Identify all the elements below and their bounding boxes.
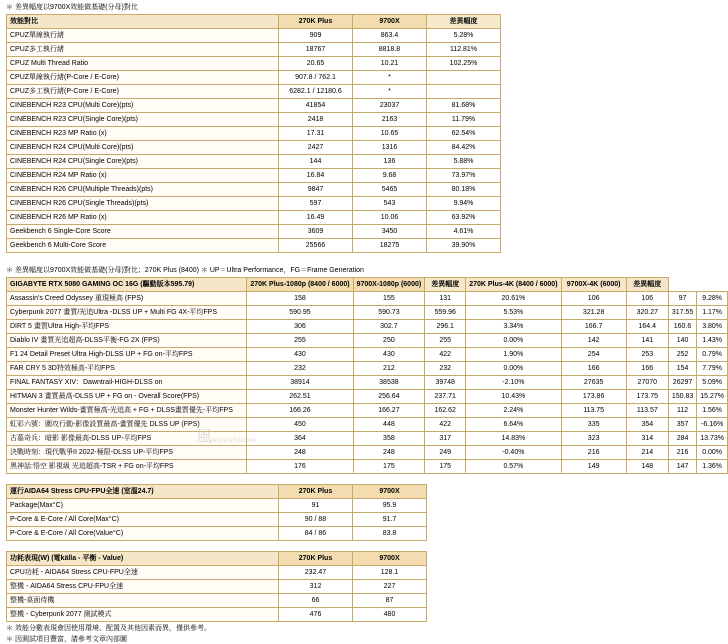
table-row xyxy=(7,225,501,239)
row-label: 決戰時刻：現代戰爭II 2022-極限-DLSS UP-平均FPS xyxy=(7,446,247,460)
table-row xyxy=(7,169,501,183)
cell-value: 158 xyxy=(247,292,353,306)
cell-value: 1.17% xyxy=(697,306,728,320)
column-header: 功耗表現(W) (電källa - 平衡 - Value) xyxy=(7,552,279,566)
cell-value: 306 xyxy=(247,320,353,334)
cell-value: 106 xyxy=(561,292,626,306)
column-header: 270K Plus-4K (8400 / 6000) xyxy=(466,278,561,292)
table-row xyxy=(7,99,501,113)
cell-value: 128.1 xyxy=(353,566,427,580)
row-label: CINEBENCH R26 CPU(Single Threads)(pts) xyxy=(7,197,279,211)
cell-value: 41854 xyxy=(279,99,353,113)
cell-value: 87 xyxy=(353,594,427,608)
cell-value: 256.64 xyxy=(353,390,425,404)
cell-value: 176 xyxy=(247,460,353,474)
cell-value: 175 xyxy=(353,460,425,474)
cell-value: 216 xyxy=(561,446,626,460)
column-header: 9700X-1080p (6000) xyxy=(353,278,425,292)
cell-value: 16.49 xyxy=(279,211,353,225)
cell-value: 166.27 xyxy=(353,404,425,418)
cell-value: 480 xyxy=(353,608,427,622)
cell-value: 284 xyxy=(668,432,696,446)
cell-value: 354 xyxy=(626,418,668,432)
table-row xyxy=(7,334,728,348)
column-header: 差異幅度 xyxy=(425,278,466,292)
cpu-performance-table xyxy=(6,14,501,253)
table-row xyxy=(7,71,501,85)
cell-value: 39748 xyxy=(425,376,466,390)
table-row xyxy=(7,499,427,513)
cell-value: 147 xyxy=(668,460,696,474)
cell-value: 5.53% xyxy=(466,306,561,320)
cell-value: 907.8 / 762.1 xyxy=(279,71,353,85)
cell-value: 173.75 xyxy=(626,390,668,404)
cell-value: 91 xyxy=(279,499,353,513)
cell-value: 302.7 xyxy=(353,320,425,334)
cell-value: 150.83 xyxy=(668,390,696,404)
cell-value: 25566 xyxy=(279,239,353,253)
row-label: 整機 - AIDA64 Stress CPU‧FPU全速 xyxy=(7,580,279,594)
gaming-performance-table xyxy=(6,277,728,474)
table-row xyxy=(7,127,501,141)
row-label: Diablo IV 畫質光追超高-DLSS平衡-FG 2X (FPS) xyxy=(7,334,247,348)
column-header: 差異幅度 xyxy=(427,15,501,29)
row-label: CINEBENCH R24 CPU(Multi Core)(pts) xyxy=(7,141,279,155)
cell-value: 255 xyxy=(425,334,466,348)
cell-value: 166 xyxy=(626,362,668,376)
table-row xyxy=(7,197,501,211)
cell-value: 448 xyxy=(353,418,425,432)
table-row xyxy=(7,320,728,334)
table-row xyxy=(7,113,501,127)
row-label: CINEBENCH R23 CPU(Multi Core)(pts) xyxy=(7,99,279,113)
cell-value: 142 xyxy=(561,334,626,348)
row-label: Package(Max°C) xyxy=(7,499,279,513)
cell-value: 62.54% xyxy=(427,127,501,141)
table-row xyxy=(7,348,728,362)
cell-value: 255 xyxy=(247,334,353,348)
cell-value: 597 xyxy=(279,197,353,211)
cell-value: 66 xyxy=(279,594,353,608)
table-row xyxy=(7,85,501,99)
table-row xyxy=(7,432,728,446)
cell-value: 155 xyxy=(353,292,425,306)
row-label: CPUZ多工執行緒 xyxy=(7,43,279,57)
cell-value: 166.26 xyxy=(247,404,353,418)
cell-value: 232.47 xyxy=(279,566,353,580)
cell-value: 26297 xyxy=(668,376,696,390)
watermark-text: windwithtime xyxy=(212,436,257,444)
note-section1: ＊ 差異幅度以9700X效能做基礎(分母)對比 xyxy=(6,4,138,11)
table-row xyxy=(7,362,728,376)
row-label: CPUZ多工執行緒(P-Core / E-Core) xyxy=(7,85,279,99)
cell-value: 212 xyxy=(353,362,425,376)
cell-value: 250 xyxy=(353,334,425,348)
row-label: P-Core & E-Core / All Core(Value°C) xyxy=(7,527,279,541)
row-label: FAR CRY 5 3D特效極高-平均FPS xyxy=(7,362,247,376)
table-row xyxy=(7,460,728,474)
cell-value: 335 xyxy=(561,418,626,432)
cell-value: 162.62 xyxy=(425,404,466,418)
row-label: CPU功耗 - AIDA64 Stress CPU‧FPU全速 xyxy=(7,566,279,580)
column-header: 效能對比 xyxy=(7,15,279,29)
cell-value: 149 xyxy=(561,460,626,474)
cell-value: 248 xyxy=(247,446,353,460)
cell-value: 252 xyxy=(668,348,696,362)
cell-value: 314 xyxy=(626,432,668,446)
cell-value: 227 xyxy=(353,580,427,594)
cell-value: -6.16% xyxy=(697,418,728,432)
cell-value: 113.57 xyxy=(626,404,668,418)
table-row xyxy=(7,404,728,418)
cell-value: 175 xyxy=(425,460,466,474)
column-header: 運行AIDA64 Stress CPU‧FPU全速 (室溫24.7) xyxy=(7,485,279,499)
row-label: Geekbench 6 Single-Core Score xyxy=(7,225,279,239)
cell-value: 83.8 xyxy=(353,527,427,541)
column-header: 差異幅度 xyxy=(626,278,668,292)
cell-value: 248 xyxy=(353,446,425,460)
cell-value: 148 xyxy=(626,460,668,474)
row-label: CINEBENCH R26 MP Ratio (x) xyxy=(7,211,279,225)
cell-value: 8818.8 xyxy=(353,43,427,57)
table-header-row xyxy=(7,552,427,566)
cell-value: 2163 xyxy=(353,113,427,127)
table-row xyxy=(7,211,501,225)
cell-value: 81.68% xyxy=(427,99,501,113)
cell-value: 3.80% xyxy=(697,320,728,334)
cell-value: 909 xyxy=(279,29,353,43)
cell-value: 559.96 xyxy=(425,306,466,320)
cell-value: 321.28 xyxy=(561,306,626,320)
cell-value: 39.90% xyxy=(427,239,501,253)
cell-value: 422 xyxy=(425,348,466,362)
row-label: CINEBENCH R23 CPU(Single Core)(pts) xyxy=(7,113,279,127)
column-header: 270K Plus xyxy=(279,485,353,499)
note-section2: ＊ 差異幅度以9700X效能做基礎(分母)對比；270K Plus (8400) ＊ UP＝Ultra Performance，FG＝Frame Generation xyxy=(6,267,364,274)
cell-value: 9847 xyxy=(279,183,353,197)
cell-value: 16.84 xyxy=(279,169,353,183)
column-header: 9700X-4K (6000) xyxy=(561,278,626,292)
cell-value: 27635 xyxy=(561,376,626,390)
table-row xyxy=(7,57,501,71)
table-header-row xyxy=(7,485,427,499)
cell-value: 296.1 xyxy=(425,320,466,334)
cell-value: 38914 xyxy=(247,376,353,390)
cell-value: 112 xyxy=(668,404,696,418)
cell-value: 9.28% xyxy=(697,292,728,306)
cell-value: 0.00% xyxy=(697,446,728,460)
cell-value: 38538 xyxy=(353,376,425,390)
cell-value: 10.06 xyxy=(353,211,427,225)
row-label: P-Core & E-Core / All Core(Max°C) xyxy=(7,513,279,527)
row-label: CINEBENCH R24 MP Ratio (x) xyxy=(7,169,279,183)
column-header: GIGABYTE RTX 5080 GAMING OC 16G (驅動版本595.79) xyxy=(7,278,247,292)
cell-value: 95.9 xyxy=(353,499,427,513)
cell-value: 317 xyxy=(425,432,466,446)
row-label: FINAL FANTASY XIV：Dawntrail-HIGH-DLSS on xyxy=(7,376,247,390)
cell-value: 17.31 xyxy=(279,127,353,141)
cell-value: 3609 xyxy=(279,225,353,239)
cell-value: 3.34% xyxy=(466,320,561,334)
column-header: 270K Plus xyxy=(279,552,353,566)
cell-value: 5.09% xyxy=(697,376,728,390)
row-label: 古墓奇兵：暗影 影像最高-DLSS UP-平均FPS xyxy=(7,432,247,446)
cell-value: 144 xyxy=(279,155,353,169)
table-header-row xyxy=(7,15,501,29)
cell-value: 358 xyxy=(353,432,425,446)
table-row xyxy=(7,155,501,169)
cell-value: 91.7 xyxy=(353,513,427,527)
row-label: Monster Hunter Wilds-畫質極高-光追高 + FG + DLSS畫質優先-平均FPS xyxy=(7,404,247,418)
cell-value: 1316 xyxy=(353,141,427,155)
table-row xyxy=(7,141,501,155)
cell-value: 543 xyxy=(353,197,427,211)
table-row xyxy=(7,29,501,43)
cell-value: 4.61% xyxy=(427,225,501,239)
column-header: 270K Plus-1080p (8400 / 6000) xyxy=(247,278,353,292)
cell-value: 20.61% xyxy=(466,292,561,306)
row-label: F1 24 Detail Preset Ultra High-DLSS UP + FG on-平均FPS xyxy=(7,348,247,362)
cell-value: 1.43% xyxy=(697,334,728,348)
cell-value: 131 xyxy=(425,292,466,306)
cell-value: 232 xyxy=(247,362,353,376)
cell-value: 63.92% xyxy=(427,211,501,225)
cell-value: 0.00% xyxy=(466,334,561,348)
table-row xyxy=(7,43,501,57)
row-label: 整機-桌面待機 xyxy=(7,594,279,608)
column-header: 9700X xyxy=(353,552,427,566)
table-row xyxy=(7,594,427,608)
cell-value: 1.36% xyxy=(697,460,728,474)
cell-value: 317.55 xyxy=(668,306,696,320)
cell-value: 90 / 88 xyxy=(279,513,353,527)
watermark-glyph: 風 xyxy=(196,429,213,446)
cell-value: 154 xyxy=(668,362,696,376)
cell-value: 106 xyxy=(626,292,668,306)
cell-value: 590.95 xyxy=(247,306,353,320)
table-row xyxy=(7,608,427,622)
power-table xyxy=(6,551,427,622)
cell-value xyxy=(427,71,501,85)
table-row xyxy=(7,513,427,527)
table-row xyxy=(7,418,728,432)
table-header-row xyxy=(7,278,728,292)
row-label: 黑神話:悟空 影視級 光追超高-TSR + FG on-平均FPS xyxy=(7,460,247,474)
table-row xyxy=(7,239,501,253)
cell-value: 249 xyxy=(425,446,466,460)
cell-value: 9.94% xyxy=(427,197,501,211)
cell-value: 253 xyxy=(626,348,668,362)
cell-value: 450 xyxy=(247,418,353,432)
column-header: 9700X xyxy=(353,485,427,499)
cell-value: 323 xyxy=(561,432,626,446)
cell-value: 10.21 xyxy=(353,57,427,71)
cell-value: 166 xyxy=(561,362,626,376)
cell-value: 80.18% xyxy=(427,183,501,197)
cell-value: 430 xyxy=(247,348,353,362)
cell-value: 1.56% xyxy=(697,404,728,418)
cell-value: 11.79% xyxy=(427,113,501,127)
cell-value: 2427 xyxy=(279,141,353,155)
cell-value: 18767 xyxy=(279,43,353,57)
column-header: 270K Plus xyxy=(279,15,353,29)
cell-value: 13.73% xyxy=(697,432,728,446)
cell-value: 5.88% xyxy=(427,155,501,169)
cell-value: 112.81% xyxy=(427,43,501,57)
cell-value: 3450 xyxy=(353,225,427,239)
cell-value: 15.27% xyxy=(697,390,728,404)
footer-note-1: ＊ 效能分數表現會因使用環境、配置及其他因素而異，僅供參考。 xyxy=(6,625,211,632)
cell-value: 0.79% xyxy=(697,348,728,362)
table-row xyxy=(7,292,728,306)
cell-value: 430 xyxy=(353,348,425,362)
row-label: HITMAN 3 畫質最高-DLSS UP + FG on - Overall Score(FPS) xyxy=(7,390,247,404)
row-label: CPUZ單線執行緒(P-Core / E-Core) xyxy=(7,71,279,85)
cell-value: 14.83% xyxy=(466,432,561,446)
table-row xyxy=(7,183,501,197)
table-row xyxy=(7,306,728,320)
cell-value: 23037 xyxy=(353,99,427,113)
row-label: 虹彩六號：圍攻行動-影像設質最高-畫質優先 DLSS UP (FPS) xyxy=(7,418,247,432)
cell-value: 0.57% xyxy=(466,460,561,474)
cell-value: 262.51 xyxy=(247,390,353,404)
cell-value: 102.25% xyxy=(427,57,501,71)
cell-value: 6.64% xyxy=(466,418,561,432)
cell-value: 476 xyxy=(279,608,353,622)
cell-value: 166.7 xyxy=(561,320,626,334)
cell-value: 590.73 xyxy=(353,306,425,320)
cell-value: * xyxy=(353,85,427,99)
cell-value: 97 xyxy=(668,292,696,306)
cell-value: 216 xyxy=(668,446,696,460)
table-row xyxy=(7,566,427,580)
cell-value: 863.4 xyxy=(353,29,427,43)
cell-value: 164.4 xyxy=(626,320,668,334)
cell-value: 312 xyxy=(279,580,353,594)
row-label: Geekbench 6 Multi-Core Score xyxy=(7,239,279,253)
row-label: 整機 - Cyberpunk 2077 測試模式 xyxy=(7,608,279,622)
cell-value: 113.75 xyxy=(561,404,626,418)
table-row xyxy=(7,390,728,404)
cell-value: 254 xyxy=(561,348,626,362)
cell-value: 232 xyxy=(425,362,466,376)
cell-value: 20.65 xyxy=(279,57,353,71)
table-row xyxy=(7,527,427,541)
cell-value: 141 xyxy=(626,334,668,348)
cell-value xyxy=(427,85,501,99)
cell-value: 2.24% xyxy=(466,404,561,418)
cell-value: 173.86 xyxy=(561,390,626,404)
row-label: CINEBENCH R24 CPU(Single Core)(pts) xyxy=(7,155,279,169)
cell-value: 357 xyxy=(668,418,696,432)
row-label: CINEBENCH R23 MP Ratio (x) xyxy=(7,127,279,141)
row-label: DIRT 5 畫質Ultra High-平均FPS xyxy=(7,320,247,334)
cell-value: -2.10% xyxy=(466,376,561,390)
cell-value: 84.42% xyxy=(427,141,501,155)
cell-value: 84 / 86 xyxy=(279,527,353,541)
cell-value: 7.79% xyxy=(697,362,728,376)
footer-note-2: ＊ 因測試項目豐富，請參考文章內部圖 xyxy=(6,636,127,643)
cell-value: 18275 xyxy=(353,239,427,253)
row-label: CINEBENCH R26 CPU(Multiple Threads)(pts) xyxy=(7,183,279,197)
cell-value: 27070 xyxy=(626,376,668,390)
cell-value: 10.65 xyxy=(353,127,427,141)
cell-value: 73.97% xyxy=(427,169,501,183)
cell-value: 6282.1 / 12180.6 xyxy=(279,85,353,99)
temperature-table xyxy=(6,484,427,541)
row-label: CPUZ單線執行緒 xyxy=(7,29,279,43)
cell-value: 140 xyxy=(668,334,696,348)
cell-value: 214 xyxy=(626,446,668,460)
cell-value: 320.27 xyxy=(626,306,668,320)
cell-value: * xyxy=(353,71,427,85)
cell-value: 1.90% xyxy=(466,348,561,362)
table-row xyxy=(7,446,728,460)
cell-value: 0.00% xyxy=(466,362,561,376)
column-header: 9700X xyxy=(353,15,427,29)
cell-value: 136 xyxy=(353,155,427,169)
cell-value: 9.68 xyxy=(353,169,427,183)
cell-value: 5465 xyxy=(353,183,427,197)
table-row xyxy=(7,580,427,594)
cell-value: 2418 xyxy=(279,113,353,127)
row-label: Cyberpunk 2077 畫質/光追Ultra -DLSS UP + Multi FG 4X-平均FPS xyxy=(7,306,247,320)
row-label: CPUZ Multi Thread Ratio xyxy=(7,57,279,71)
table-row xyxy=(7,376,728,390)
cell-value: -0.40% xyxy=(466,446,561,460)
cell-value: 160.6 xyxy=(668,320,696,334)
cell-value: 364 xyxy=(247,432,353,446)
cell-value: 5.28% xyxy=(427,29,501,43)
row-label: Assassin's Creed Odyssey 重現極高 (FPS) xyxy=(7,292,247,306)
cell-value: 237.71 xyxy=(425,390,466,404)
cell-value: 10.43% xyxy=(466,390,561,404)
cell-value: 422 xyxy=(425,418,466,432)
